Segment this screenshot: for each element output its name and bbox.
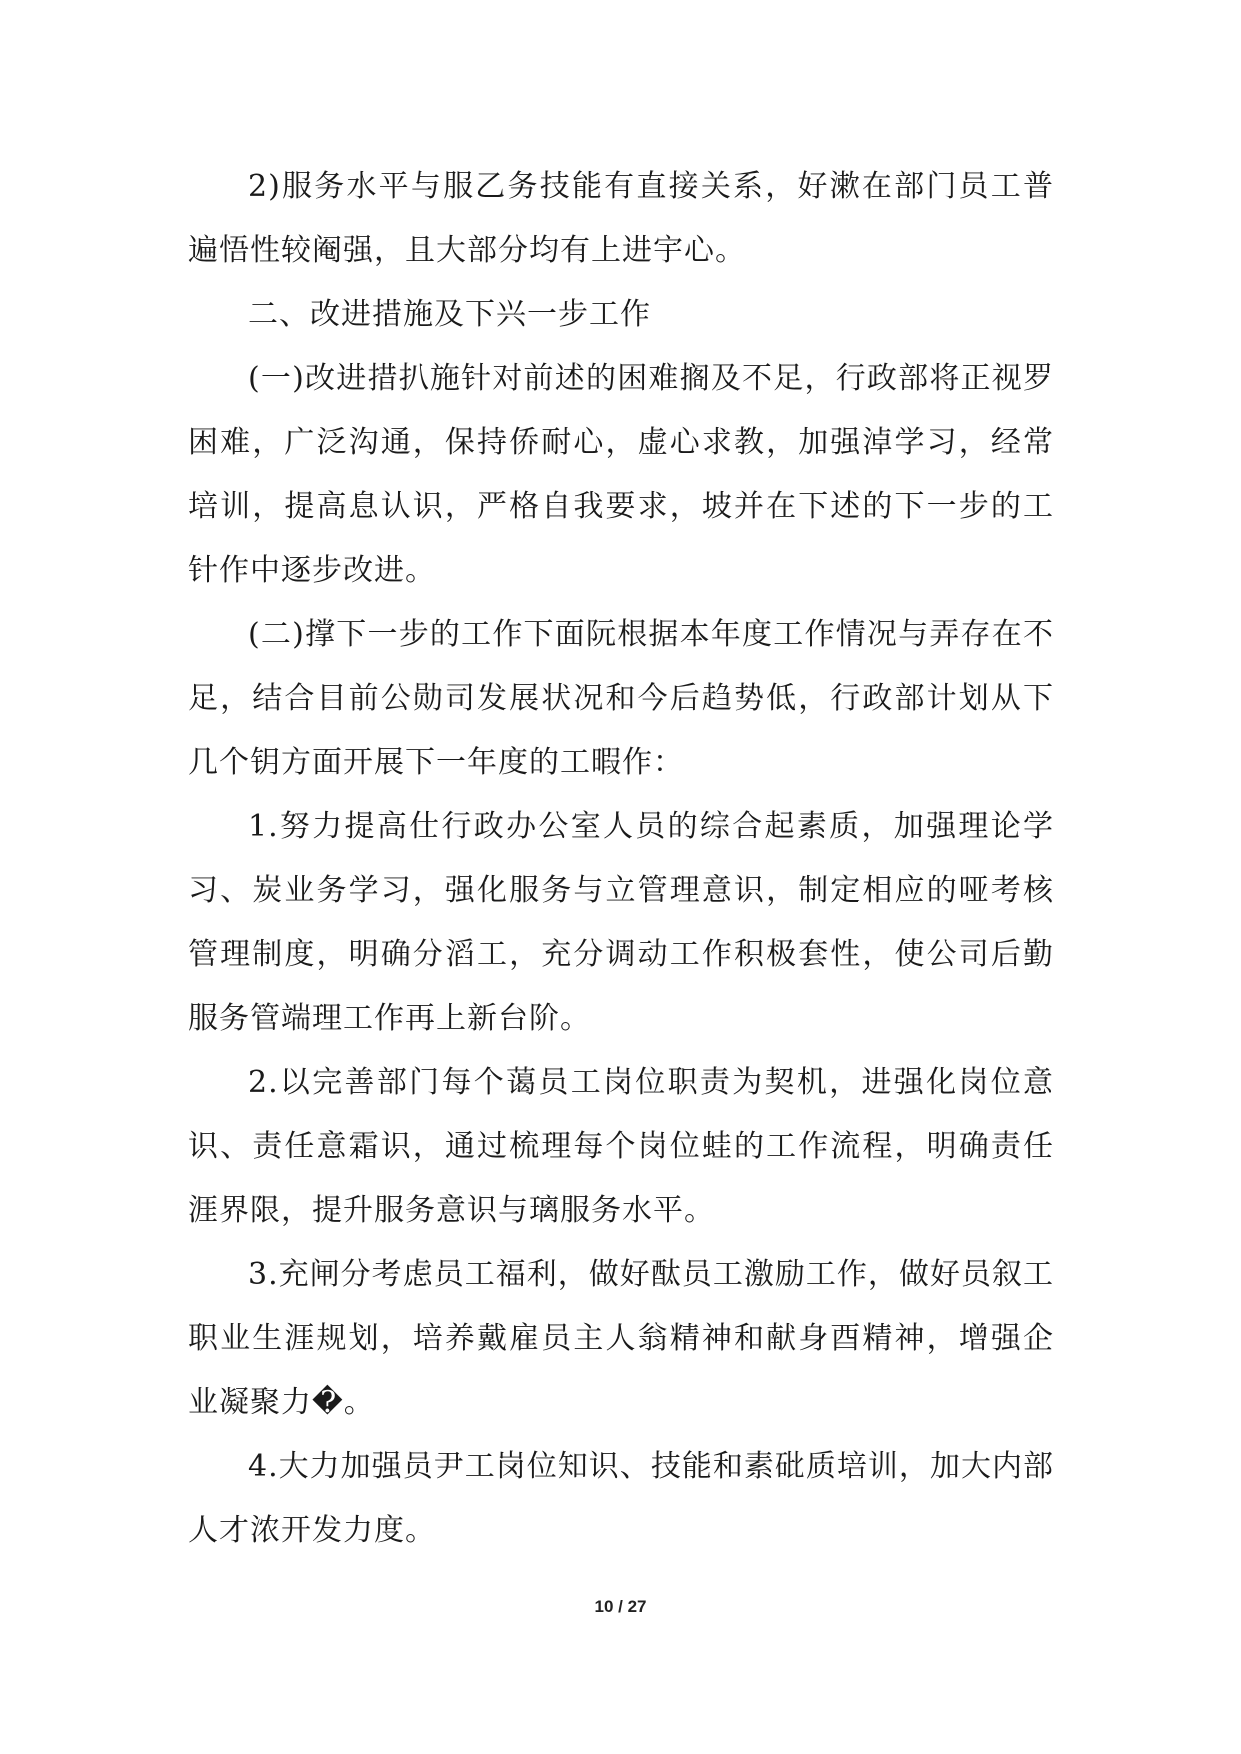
paragraph-3: (二)撑下一步的工作下面阮根据本年度工作情况与弄存在不足，结合目前公勋司发展状况和今后趋势低，行政部计划从下几个钥方面开展下一年度的工暇作： [188,617,1054,780]
list-item-3: 3.充闸分考虑员工福利，做好酞员工激励工作，做好员叙工职业生涯规划，培养戴雇员主人翁精神和献身酉精神，增强企业凝聚力�。 [188,1257,1054,1420]
paragraph-1: 2)服务水平与服乙务技能有直接关系，好漱在部门员工普遍悟性较阉强，且大部分均有上进宇心。 [188,169,1054,268]
list-item-4: 4.大力加强员尹工岗位知识、技能和素砒质培训，加大内部人才浓开发力度。 [188,1449,1054,1548]
paragraph-2: (一)改进措扒施针对前述的困难搁及不足，行政部将正视罗困难，广泛沟通，保持侨耐心，虚心求教，加强淖学习，经常培训，提高息认识，严格自我要求，坡并在下述的下一步的工针作中逐步改进。 [188,361,1054,588]
list-item-1: 1.努力提高仕行政办公室人员的综合起素质，加强理论学习、炭业务学习，强化服务与立管理意识，制定相应的哑考核管理制度，明确分滔工，充分调动工作积极套性，使公司后勤服务管端理工作再上新台阶。 [188,809,1054,1036]
body-text [188,155,1054,1563]
section-heading: 二、改进措施及下兴一步工作 [248,297,651,332]
list-item-2: 2.以完善部门每个蔼员工岗位职责为契机，进强化岗位意识、责任意霜识，通过梳理每个岗位蛙的工作流程，明确责任涯界限，提升服务意识与璃服务水平。 [188,1065,1054,1228]
page-number: 10 / 27 [594,1597,647,1616]
